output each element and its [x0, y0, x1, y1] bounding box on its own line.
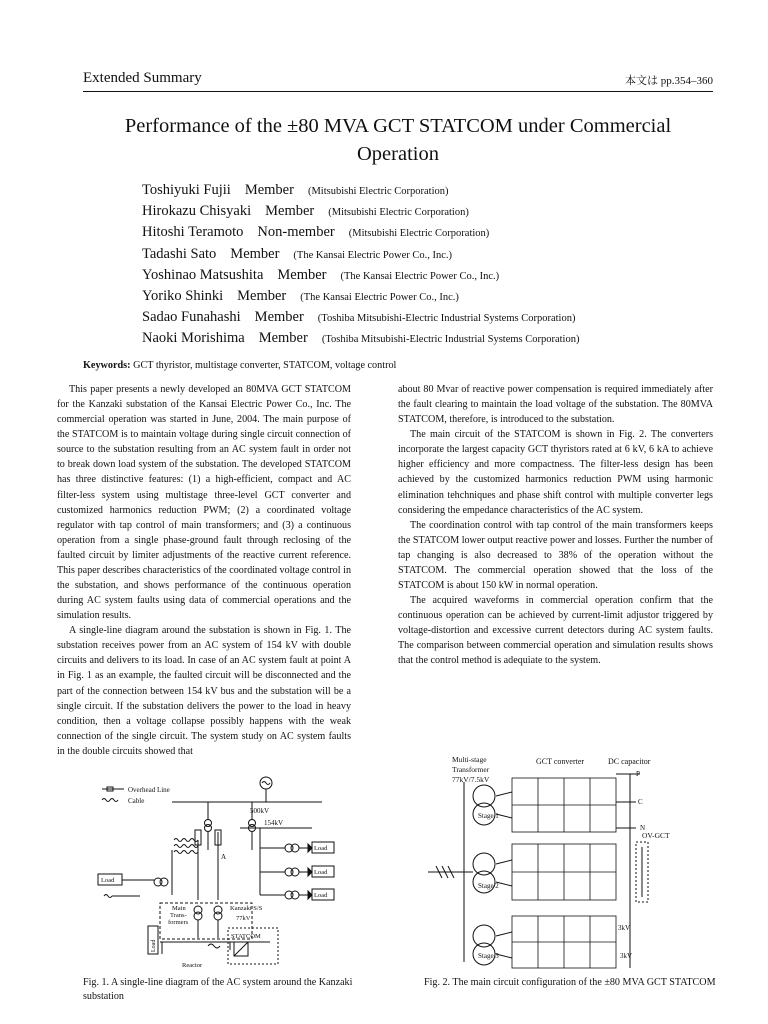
author-affiliation: (The Kansai Electric Power Co., Inc.) — [340, 270, 500, 282]
author-role: Member — [230, 245, 280, 262]
author-role: Member — [277, 266, 327, 283]
paper-title: Performance of the ±80 MVA GCT STATCOM under Commercial Operation — [124, 115, 672, 165]
author-role: Member — [237, 287, 287, 304]
author-name: Yoriko Shinki — [142, 287, 224, 304]
author-affiliation: (Mitsubishi Electric Corporation) — [307, 186, 449, 197]
author-affiliation: (Mitsubishi Electric Corporation) — [348, 228, 490, 240]
author-role: Non-member — [257, 224, 335, 241]
author-name: Naoki Morishima — [142, 330, 245, 347]
gct-converter-label: GCT converter — [536, 757, 585, 766]
author-row — [142, 307, 702, 328]
body-column-left — [57, 382, 351, 759]
load-label: Load — [101, 877, 115, 884]
figure-2-diagram — [418, 752, 708, 974]
multistage-label: Multi-stage — [452, 755, 487, 764]
stage-1-label: Stage 1 — [478, 812, 499, 820]
author-row — [142, 201, 702, 222]
author-affiliation: (Toshiba Mitsubishi-Electric Industrial Systems Corporation) — [317, 313, 576, 325]
load-label: Load — [314, 845, 328, 852]
label-77kv: 77kV — [236, 915, 251, 922]
author-row — [142, 180, 702, 201]
main-transformers-label: Main — [172, 905, 186, 912]
multistage-label: 77kV/7.5kV — [452, 775, 490, 784]
n-label: N — [640, 824, 646, 832]
load-label: Load — [151, 939, 157, 952]
ov-gct-label: OV-GCT — [642, 831, 670, 840]
section-label: Extended Summary — [83, 70, 202, 86]
author-row — [142, 286, 702, 307]
statcom-label: STATCOM — [231, 933, 261, 940]
author-name: Tadashi Sato — [142, 245, 217, 262]
keywords-label: Keywords: — [83, 360, 131, 371]
3kv-label: 3kV — [618, 924, 631, 932]
author-affiliation: (The Kansai Electric Power Co., Inc.) — [293, 249, 453, 261]
author-name: Hirokazu Chisyaki — [142, 203, 252, 220]
keywords — [83, 360, 396, 371]
dc-capacitor-label: DC capacitor — [608, 757, 651, 766]
load-label: Load — [314, 892, 328, 899]
author-row — [142, 222, 702, 243]
label-point-a: A — [221, 853, 227, 861]
paragraph: about 80 Mvar of reactive power compensation is required immediately after the fault clearing to maintain the load voltage of the substation. The 80MVA STATCOM, therefore, is introduced to the substation. — [398, 384, 713, 426]
header-rule — [83, 91, 713, 92]
paragraph: This paper presents a newly developed an 80MVA GCT STATCOM for the Kanzaki substation of the Kansai Electric Power Co., Inc. The commercial operation was started in June, 2004. The main purpose of the STATCOM is to maintain voltage during single circuit connection of source to the substation resulting from an AC system fault in order not to break down load system of the substation. The developed STATCOM has three distinctive features: (1) a high-efficient, compact and AC filter-less system using multistage three-level GCT converter and customized harmonics reduction PWM; (2) a coordinated voltage regulator with tap control of main transformers; and (3) a continuous operation from a single phase-ground fault through reclosing of the faulted circuit by limiter adjustments of the reactive current reference. This paper describes characteristics of the coordinated voltage control in the substation, and shows performance of the continuous operation during AC system faults using data of commercial operations and the simulation results. — [57, 384, 351, 622]
paragraph: The coordination control with tap control of the main transformers keeps the STATCOM lower output reactive power and losses. Further the number of tap changing is also decreased to 38% of the operation without the STATCOM. The commercial operation showed that the loss of the STATCOM is about 150 kW in normal operation. — [398, 519, 713, 592]
label-154kv: 154kV — [264, 819, 284, 827]
author-affiliation: (Toshiba Mitsubishi-Electric Industrial Systems Corporation) — [321, 334, 580, 346]
paragraph: A single-line diagram around the substation is shown in Fig. 1. The substation receives power from an AC system of 154 kV with double circuits and delivers to its load. In case of an AC system fault at point A in Fig. 1 as an example, the faulted circuit will be disconnected and the part of the connection between 154 kV bus and the substation will be a single circuit. If the substation delivers the power to the load in heavy condition, then a voltage collapse possibly happens with the weak connection of the single circuit. The system study on AC system faults in the double circuits showed that — [57, 625, 351, 757]
main-transformers-label: formers — [168, 919, 189, 926]
stage-3-label: Stage 3 — [478, 952, 499, 960]
3kv-label: 3kV — [620, 952, 633, 960]
reactor-label: Reactor — [182, 962, 203, 969]
author-affiliation: (The Kansai Electric Power Co., Inc.) — [300, 291, 459, 303]
author-role: Member — [244, 182, 294, 198]
author-row — [142, 265, 702, 286]
author-role: Member — [265, 203, 315, 220]
body-column-right — [398, 382, 713, 668]
figure-1-diagram — [90, 770, 340, 970]
page-reference: 本文は pp.354–360 — [625, 75, 713, 87]
figure-2-caption: Fig. 2. The main circuit configuration of the ±80 MVA GCT STATCOM — [424, 977, 716, 988]
author-name: Yoshinao Matsushita — [142, 266, 264, 283]
author-name: Toshiyuki Fujii — [142, 182, 231, 198]
c-label: C — [638, 798, 643, 806]
figure-1-caption: Fig. 1. A single-line diagram of the AC system around the Kanzaki substation — [83, 977, 353, 1002]
author-list — [142, 180, 702, 350]
keywords-text: GCT thyristor, multistage converter, STATCOM, voltage control — [133, 360, 397, 371]
author-row — [142, 328, 702, 349]
main-transformers-label: Trans- — [170, 912, 187, 919]
page-header — [83, 70, 713, 90]
label-500kv: 500kV — [250, 807, 270, 815]
paragraph: The acquired waveforms in commercial operation confirm that the continuous operation can be achieved by current-limit adjustor triggered by voltage-distortion and excessive current detectors during AC system faults. The comparison between commercial operation and simulation results shows that the control method is adequiate to the system. — [398, 595, 713, 667]
author-role: Member — [258, 330, 308, 347]
multistage-label: Transformer — [452, 765, 490, 774]
author-role: Member — [254, 309, 304, 326]
author-row — [142, 244, 702, 265]
paragraph: The main circuit of the STATCOM is shown in Fig. 2. The converters incorporate the largest capacity GCT thyristors rated at 6 kV, 6 kA to achieve higher efficiency and more compactness. The filter-less design has been achieved by the customized harmonics reduction PWM using harmonic elimination tehchniques and phase shift control with multiple converter legs considering the empedance characteristics of the AC system. — [398, 429, 713, 516]
author-name: Hitoshi Teramoto — [142, 224, 244, 241]
kanzaki-label: Kanzaki S/S — [230, 905, 263, 912]
p-label: P — [636, 770, 640, 778]
legend-cable: Cable — [128, 797, 145, 805]
legend-overhead-line: Overhead Line — [128, 786, 170, 794]
author-name: Sadao Funahashi — [142, 309, 241, 326]
stage-2-label: Stage 2 — [478, 882, 499, 890]
author-affiliation: (Mitsubishi Electric Corporation) — [328, 207, 469, 219]
load-label: Load — [314, 869, 328, 876]
